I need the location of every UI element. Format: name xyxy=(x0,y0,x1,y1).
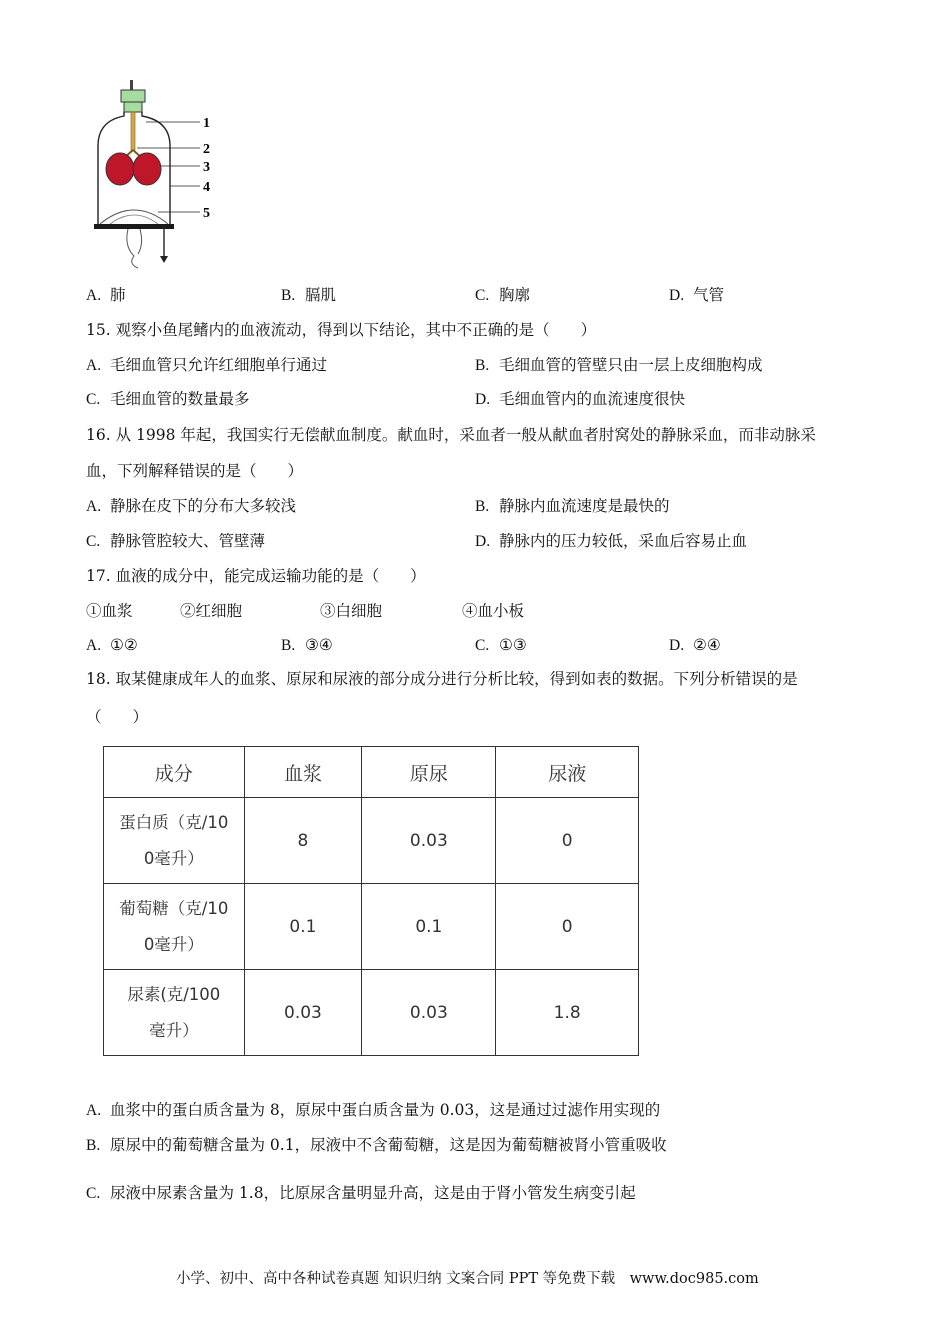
table-row xyxy=(104,884,639,970)
option-label: A. xyxy=(86,287,102,304)
option-label: C. xyxy=(86,1185,101,1202)
row-name-line: 尿素(克/100 xyxy=(127,984,221,1004)
q18-option-c xyxy=(86,1183,636,1204)
table-header: 成分 xyxy=(104,747,245,798)
option-label: C. xyxy=(86,391,101,408)
option-text: 气管 xyxy=(693,286,725,304)
q17-option-c xyxy=(475,635,527,656)
comparison-table xyxy=(103,746,639,1056)
page-footer[interactable]: 小学、初中、高中各种试卷真题 知识归纳 文案合同 PPT 等免费下载 www.doc985.com xyxy=(176,1271,759,1287)
q17-option-a xyxy=(86,635,138,656)
option-label: C. xyxy=(475,287,490,304)
table-cell: 0.03 xyxy=(362,798,496,884)
q18-option-b xyxy=(86,1135,667,1156)
row-name-line: 毫升） xyxy=(149,1020,199,1040)
q18-stem-line2: （ ） xyxy=(86,708,149,726)
q17-option-d xyxy=(669,635,721,656)
q18-stem-line1: 18. 取某健康成年人的血浆、原尿和尿液的部分成分进行分析比较，得到如表的数据。下列分析错误的是 xyxy=(86,670,798,688)
table-cell: 0 xyxy=(496,798,639,884)
option-label: A. xyxy=(86,637,102,654)
option-label: D. xyxy=(475,533,491,550)
q14-option-c xyxy=(475,285,530,306)
row-name-line: 0毫升） xyxy=(143,848,204,868)
option-label: D. xyxy=(669,637,685,654)
row-name-cell xyxy=(104,970,245,1056)
q15-option-b xyxy=(475,355,763,376)
q16-stem-line1: 16. 从 1998 年起，我国实行无偿献血制度。献血时，采血者一般从献血者肘窝处的静脉采血，而非动脉采 xyxy=(86,426,816,444)
q14-option-b xyxy=(281,285,336,306)
q17-item-1: ①血浆 xyxy=(86,602,133,620)
q17-option-b xyxy=(281,635,333,656)
figure-label-5: 5 xyxy=(203,206,210,221)
table-cell: 0.03 xyxy=(362,970,496,1056)
option-label: B. xyxy=(281,287,296,304)
option-text: ①③ xyxy=(499,636,527,654)
q14-option-a xyxy=(86,285,126,306)
q15-option-d xyxy=(475,389,685,410)
q16-option-d xyxy=(475,531,747,552)
q18-option-a xyxy=(86,1100,660,1121)
table-header: 原尿 xyxy=(362,747,496,798)
table-header-row xyxy=(104,747,639,798)
option-label: B. xyxy=(86,1137,101,1154)
q16-stem-line2: 血，下列解释错误的是（ ） xyxy=(86,462,304,480)
q16-option-c xyxy=(86,531,265,552)
option-text: 膈肌 xyxy=(305,286,337,304)
q17-item-3: ③白细胞 xyxy=(320,602,383,620)
table-row xyxy=(104,970,639,1056)
option-text: ②④ xyxy=(693,636,721,654)
option-text: 血浆中的蛋白质含量为 8，原尿中蛋白质含量为 0.03，这是通过过滤作用实现的 xyxy=(110,1101,661,1119)
table-header: 尿液 xyxy=(496,747,639,798)
table-row xyxy=(104,798,639,884)
table-cell: 8 xyxy=(244,798,362,884)
option-text: 毛细血管的数量最多 xyxy=(110,390,250,408)
q17-item-4: ④血小板 xyxy=(462,602,525,620)
option-label: A. xyxy=(86,357,102,374)
figure-label-2: 2 xyxy=(203,142,210,157)
option-text: 静脉管腔较大、管壁薄 xyxy=(110,532,266,550)
row-name-cell xyxy=(104,884,245,970)
option-text: 尿液中尿素含量为 1.8，比原尿含量明显升高，这是由于肾小管发生病变引起 xyxy=(110,1184,636,1202)
option-label: C. xyxy=(475,637,490,654)
table-cell: 1.8 xyxy=(496,970,639,1056)
q16-option-b xyxy=(475,496,670,517)
option-text: ③④ xyxy=(305,636,333,654)
option-text: 静脉在皮下的分布大多较浅 xyxy=(110,497,297,515)
bell-jar-lung-model-figure xyxy=(88,76,228,272)
option-label: B. xyxy=(475,498,490,515)
option-label: A. xyxy=(86,1102,102,1119)
q16-option-a xyxy=(86,496,296,517)
option-text: 毛细血管内的血流速度很快 xyxy=(499,390,686,408)
option-label: C. xyxy=(86,533,101,550)
option-label: D. xyxy=(669,287,685,304)
option-label: A. xyxy=(86,498,102,515)
figure-label-1: 1 xyxy=(203,116,210,131)
row-name-line: 0毫升） xyxy=(143,934,204,954)
figure-label-4: 4 xyxy=(203,180,210,195)
table-cell: 0 xyxy=(496,884,639,970)
table-cell: 0.1 xyxy=(362,884,496,970)
option-text: 毛细血管的管壁只由一层上皮细胞构成 xyxy=(499,356,763,374)
q17-stem: 17. 血液的成分中，能完成运输功能的是（ ） xyxy=(86,567,426,585)
figure-label-3: 3 xyxy=(203,160,210,175)
q17-item-2: ②红细胞 xyxy=(180,602,243,620)
option-text: 胸廓 xyxy=(499,286,531,304)
table-cell: 0.03 xyxy=(244,970,362,1056)
option-text: 肺 xyxy=(110,286,126,304)
q15-option-a xyxy=(86,355,327,376)
row-name-cell xyxy=(104,798,245,884)
option-text: ①② xyxy=(110,636,138,654)
table-cell: 0.1 xyxy=(244,884,362,970)
q15-stem: 15. 观察小鱼尾鳍内的血液流动，得到以下结论，其中不正确的是（ ） xyxy=(86,321,597,339)
table-header: 血浆 xyxy=(244,747,362,798)
option-label: D. xyxy=(475,391,491,408)
option-text: 静脉内血流速度是最快的 xyxy=(499,497,670,515)
q14-option-d xyxy=(669,285,724,306)
option-text: 毛细血管只允许红细胞单行通过 xyxy=(110,356,328,374)
row-name-line: 葡萄糖（克/10 xyxy=(119,898,229,918)
option-label: B. xyxy=(281,637,296,654)
option-label: B. xyxy=(475,357,490,374)
option-text: 原尿中的葡萄糖含量为 0.1，尿液中不含葡萄糖，这是因为葡萄糖被肾小管重吸收 xyxy=(110,1136,667,1154)
row-name-line: 蛋白质（克/10 xyxy=(119,812,229,832)
option-text: 静脉内的压力较低，采血后容易止血 xyxy=(499,532,748,550)
q15-option-c xyxy=(86,389,250,410)
